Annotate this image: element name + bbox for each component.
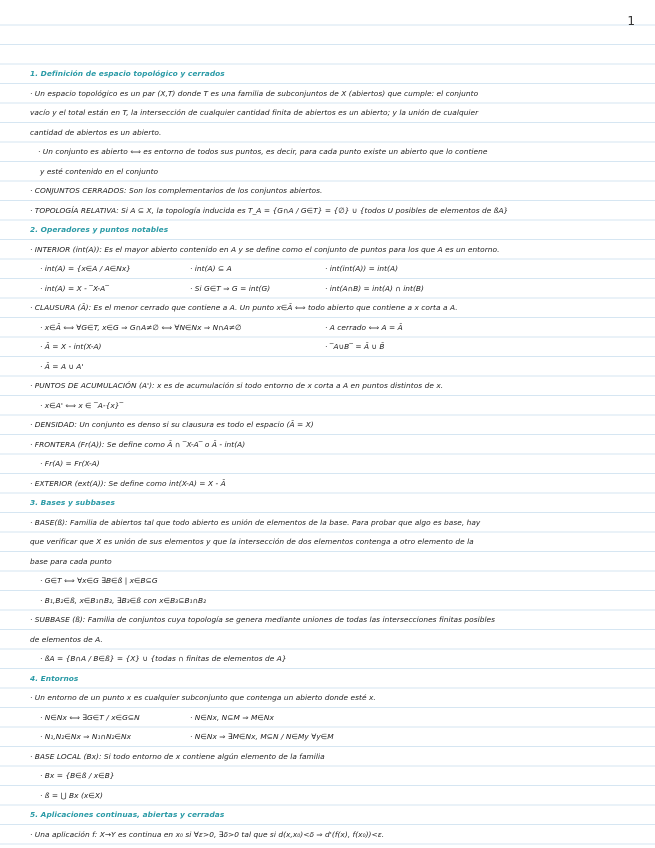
note-line: · INTERIOR (int(A)): Es el mayor abierto contenido en A y se define como el conjunto de puntos para los que A es un entorno. [30, 244, 500, 254]
note-line: · TOPOLOGÍA RELATIVA: Si A ⊆ X, la topología inducida es T_A = {G∩A / G∈T} = {∅} ∪ {todos U posibles de elementos de ßA} [30, 205, 509, 215]
note-line: y esté contenido en el conjunto [40, 166, 159, 176]
page-number: 1 [627, 14, 635, 28]
note-line: · Un entorno de un punto x es cualquier subconjunto que contenga un abierto donde esté x. [30, 693, 376, 702]
note-item: · Ā = X - int(X-A) [40, 342, 102, 351]
note-item: · int(A∩B) = int(A) ∩ int(B) [325, 283, 424, 293]
note-line: · CONJUNTOS CERRADOS: Son los complementarios de los conjuntos abiertos. [30, 186, 323, 195]
section-heading: 4. Entornos [30, 673, 79, 683]
note-item: · Si G∈T ⇒ G = int(G) [190, 283, 271, 293]
note-row [0, 318, 655, 338]
note-line: vacío y el total están en T, la intersección de cualquier cantidad finita de abiertos es un abierto; y la unión de cualquier [30, 108, 479, 117]
note-line: · Fr(A) = Fr(X-A) [40, 459, 100, 468]
note-line: base para cada punto [30, 556, 112, 566]
section-heading: 3. Bases y subbases [30, 498, 115, 507]
note-line: · Bx = {B∈ß / x∈B} [40, 771, 115, 780]
note-row [0, 727, 655, 747]
section-heading: 5. Aplicaciones continuas, abiertas y cerradas [30, 810, 225, 819]
note-line: cantidad de abiertos es un abierto. [30, 127, 162, 137]
note-line: · ß = ⋃ Bx (x∈X) [40, 790, 103, 800]
note-item: · int(A) = X - ‾X-A‾ [40, 283, 109, 293]
note-line: · FRONTERA (Fr(A)): Se define como Ā ∩ ‾X-A‾ o Ā - int(A) [30, 439, 246, 449]
note-line: · Un conjunto es abierto ⟺ es entorno de todos sus puntos, es decir, para cada punto existe un abierto que lo contiene [38, 147, 488, 156]
note-line: · B₁,B₂∈ß, x∈B₁∩B₂, ∃B₃∈ß con x∈B₃⊆B₁∩B₂ [40, 595, 207, 605]
note-line: · SUBBASE (ß): Familia de conjuntos cuya topología se genera mediante uniones de todas las intersecciones finitas posibles [30, 615, 496, 624]
notes-body [0, 64, 655, 844]
note-line: · G∈T ⟺ ∀x∈G ∃B∈ß | x∈B⊆G [40, 576, 158, 585]
note-line: · BASE(ß): Familia de abiertos tal que todo abierto es unión de elementos de la base. Para probar que algo es base, hay [30, 517, 481, 527]
note-line: · BASE LOCAL (Bx): Si todo entorno de x contiene algún elemento de la familia [30, 751, 325, 761]
note-item: · N∈Nx ⇒ ∃M∈Nx, M⊆N / N∈My ∀y∈M [190, 732, 334, 741]
note-line: · Un espacio topológico es un par (X,T) donde T es una familia de subconjuntos de X (abiertos) que cumple: el conjunto [30, 88, 479, 98]
note-line: · Una aplicación f: X→Y es continua en x₀ si ∀ε>0, ∃δ>0 tal que si d(x,x₀)<δ ⇒ d'(f(x), f(x₀))<ε. [30, 829, 385, 839]
note-line: · PUNTOS DE ACUMULACIÓN (A'): x es de acumulación si todo entorno de x corta a A en puntos distintos de x. [30, 381, 444, 390]
note-line: · DENSIDAD: Un conjunto es denso si su clausura es todo el espacio (Ā = X) [30, 420, 314, 429]
note-line: · x∈A' ⟺ x ∈ ‾A-{x}‾ [40, 400, 124, 410]
note-item: · N∈Nx ⟺ ∃G∈T / x∈G⊆N [40, 712, 140, 722]
note-item: · ‾A∪B‾ = Ā ∪ B̄ [325, 342, 385, 351]
note-item: · A cerrado ⟺ A = Ā [325, 322, 403, 332]
section-heading: 2. Operadores y puntos notables [30, 225, 169, 234]
note-item: · int(A) = {x∈A / A∈Nx} [40, 264, 132, 273]
note-line: · Ā = A ∪ A' [40, 361, 84, 371]
note-line: que verificar que X es unión de sus elementos y que la intersección de dos elementos contenga a otro elemento de la [30, 537, 474, 546]
note-line: de elementos de A. [30, 634, 103, 644]
note-row [0, 708, 655, 728]
note-item: · int(int(A)) = int(A) [325, 264, 399, 273]
note-row [0, 259, 655, 279]
note-row [0, 337, 655, 357]
note-item: · N₁,N₂∈Nx ⇒ N₁∩N₂∈Nx [40, 732, 132, 741]
note-line: · CLAUSURA (Ā): Es el menor cerrado que contiene a A. Un punto x∈Ā ⟺ todo abierto que contiene a x corta a A. [30, 303, 458, 312]
note-item: · x∈Ā ⟺ ∀G∈T, x∈G ⇒ G∩A≠∅ ⟺ ∀N∈Nx ⇒ N∩A≠∅ [40, 322, 242, 332]
note-item: · int(A) ⊆ A [190, 264, 232, 273]
section-heading: 1. Definición de espacio topológico y cerrados [30, 69, 225, 78]
note-line: · ßA = {B∩A / B∈ß} = {X} ∪ {todas ∩ finitas de elementos de A} [40, 654, 287, 663]
note-row [0, 279, 655, 299]
note-item: · N∈Nx, N⊆M ⇒ M∈Nx [190, 712, 274, 722]
note-line: · EXTERIOR (ext(A)): Se define como int(X-A) = X - Ā [30, 478, 226, 488]
